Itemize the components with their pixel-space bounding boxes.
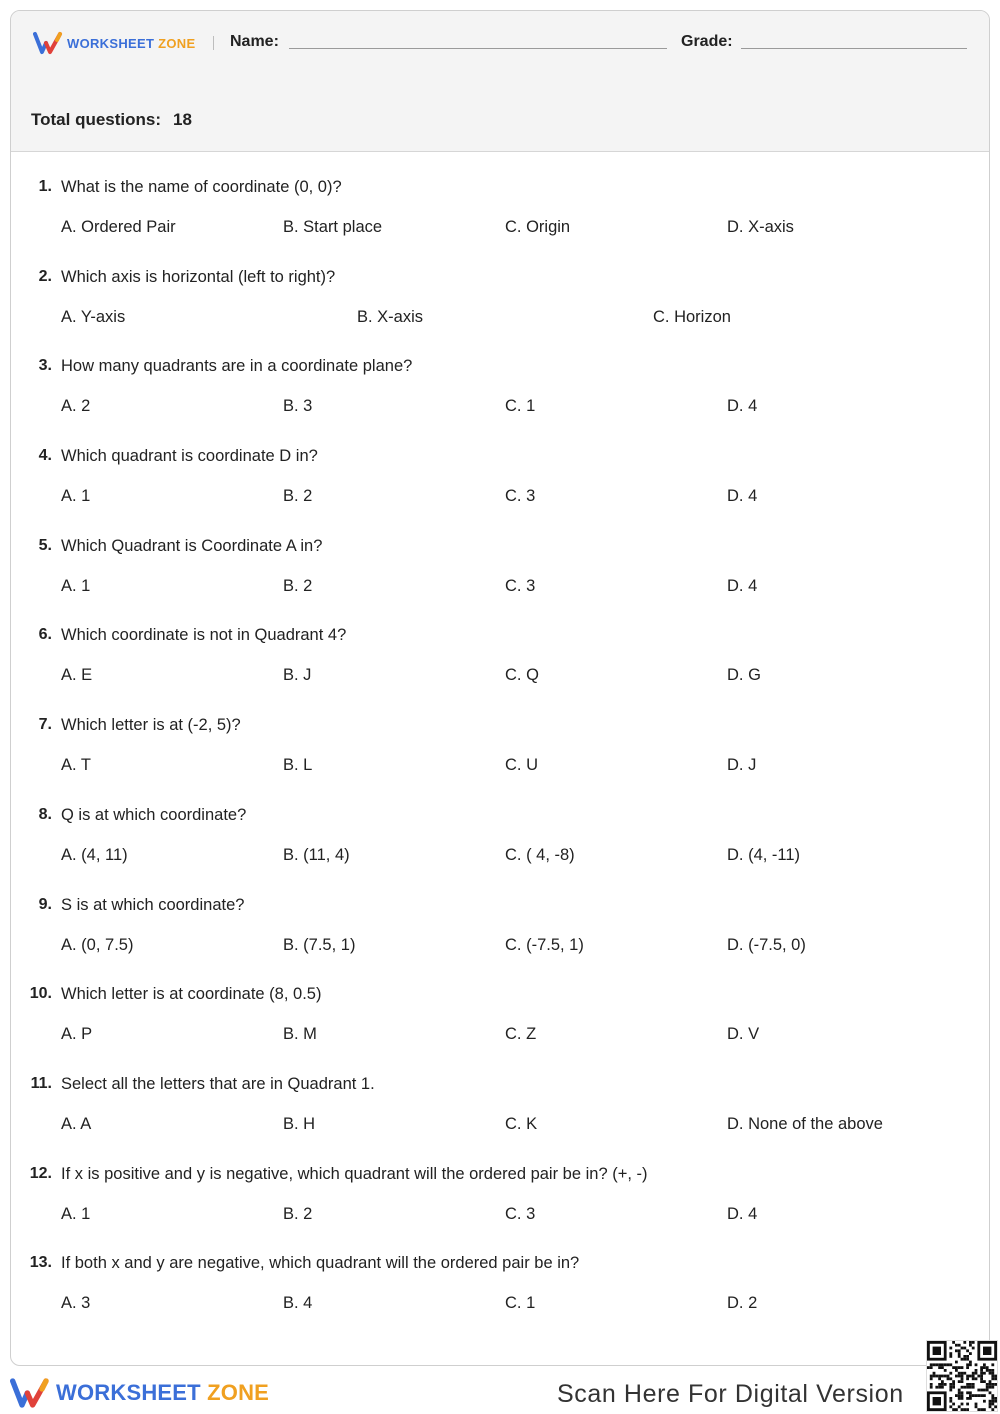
answer-options (61, 1294, 961, 1316)
answer-option[interactable]: D. X-axis (727, 218, 794, 236)
question-item (11, 894, 989, 984)
answer-option[interactable]: B. 3 (283, 397, 313, 416)
brand-name: WORKSHEET ZONE (67, 35, 196, 51)
question-text: Which letter is at coordinate (8, 0.5) (61, 985, 322, 1004)
question-item (11, 1163, 989, 1253)
question-text: Which coordinate is not in Quadrant 4? (61, 626, 347, 645)
question-number: 9. (38, 895, 52, 913)
answer-option[interactable]: A. Y-axis (61, 307, 126, 326)
question-text: Which axis is horizontal (left to right)? (61, 267, 336, 286)
question-text: If both x and y are negative, which quadrant will the ordered pair be in? (61, 1254, 580, 1273)
question-item (11, 1073, 989, 1163)
answer-option[interactable]: A. (4, 11) (61, 845, 128, 864)
answer-option[interactable]: B. 2 (283, 576, 313, 595)
page-footer (0, 1364, 1000, 1414)
answer-option[interactable]: B. M (283, 1025, 317, 1044)
answer-option[interactable]: C. Horizon (653, 307, 731, 326)
worksheet-zone-logo-icon (10, 1376, 50, 1410)
question-item (11, 266, 989, 356)
answer-option[interactable]: A. 1 (61, 487, 91, 506)
footer-brand-name: WORKSHEET ZONE (56, 1380, 270, 1405)
answer-option[interactable]: A. (0, 7.5) (61, 935, 134, 954)
question-number: 3. (38, 357, 52, 375)
answer-option[interactable]: D. G (727, 666, 761, 685)
answer-option[interactable]: D. 4 (727, 1204, 758, 1223)
answer-option[interactable]: C. 3 (505, 1204, 536, 1223)
answer-option[interactable]: B. L (283, 756, 313, 775)
question-list (11, 176, 989, 1342)
name-label: Name: (230, 33, 279, 50)
answer-option[interactable]: D. 4 (727, 487, 758, 506)
answer-option[interactable]: A. 3 (61, 1294, 91, 1313)
answer-options (61, 1025, 961, 1047)
answer-options (61, 577, 961, 599)
answer-option[interactable]: D. 2 (727, 1294, 758, 1313)
answer-option[interactable]: C. Q (505, 666, 539, 685)
answer-option[interactable]: A. E (61, 666, 93, 685)
answer-option[interactable]: A. P (61, 1025, 93, 1044)
question-number: 7. (38, 716, 52, 734)
question-text: Q is at which coordinate? (61, 805, 247, 824)
question-item (11, 355, 989, 445)
answer-option[interactable]: B. 4 (283, 1294, 313, 1313)
worksheet-header (11, 11, 989, 152)
answer-option[interactable]: D. None of the above (727, 1114, 883, 1133)
answer-option[interactable]: B. H (283, 1114, 316, 1133)
answer-options (61, 1115, 961, 1137)
scan-instruction: Scan Here For Digital Version (557, 1380, 904, 1408)
answer-option[interactable]: C. Z (505, 1025, 537, 1044)
answer-options (61, 218, 961, 240)
worksheet-zone-logo-icon (33, 31, 63, 55)
answer-option[interactable]: C. ( 4, -8) (505, 845, 575, 864)
answer-option[interactable]: B. 2 (283, 487, 313, 506)
answer-option[interactable]: C. Origin (505, 218, 571, 236)
question-number: 5. (38, 536, 52, 554)
answer-option[interactable]: B. 2 (283, 1204, 313, 1223)
question-number: 6. (38, 626, 52, 644)
footer-brand-logo (10, 1376, 269, 1410)
question-text: Select all the letters that are in Quadrant 1. (61, 1074, 375, 1093)
question-number: 12. (29, 1164, 52, 1182)
answer-option[interactable]: B. Start place (283, 218, 383, 236)
total-questions-value: 18 (173, 110, 192, 129)
question-text: S is at which coordinate? (61, 895, 245, 914)
answer-options (61, 846, 961, 868)
total-questions (31, 110, 192, 130)
question-text: Which quadrant is coordinate D in? (61, 447, 318, 466)
answer-options (61, 756, 961, 778)
answer-option[interactable]: B. (7.5, 1) (283, 935, 356, 954)
answer-option[interactable]: C. 1 (505, 397, 536, 416)
qr-code-icon[interactable] (926, 1340, 998, 1412)
answer-option[interactable]: A. A (61, 1114, 92, 1133)
question-number: 1. (38, 178, 52, 195)
answer-option[interactable]: A. 2 (61, 397, 91, 416)
question-number: 13. (29, 1254, 52, 1272)
answer-options (61, 397, 961, 419)
question-number: 8. (38, 805, 52, 823)
question-item (11, 624, 989, 714)
answer-option[interactable]: D. 4 (727, 397, 758, 416)
answer-option[interactable]: C. K (505, 1114, 538, 1133)
answer-option[interactable]: C. 1 (505, 1294, 536, 1313)
question-item (11, 535, 989, 625)
answer-option[interactable]: B. J (283, 666, 312, 685)
question-item (11, 1252, 989, 1342)
answer-option[interactable]: D. J (727, 756, 757, 775)
answer-option[interactable]: A. 1 (61, 1204, 91, 1223)
grade-label: Grade: (681, 33, 733, 50)
question-number: 10. (29, 985, 52, 1003)
question-item (11, 804, 989, 894)
question-item (11, 714, 989, 804)
answer-option[interactable]: C. U (505, 756, 538, 775)
total-questions-label: Total questions: (31, 110, 162, 129)
question-text: What is the name of coordinate (0, 0)? (61, 178, 342, 196)
answer-options (61, 487, 961, 509)
question-number: 4. (38, 447, 52, 465)
name-field[interactable] (289, 48, 667, 49)
brand-divider (213, 36, 214, 50)
answer-option[interactable]: A. Ordered Pair (61, 218, 176, 236)
question-text: Which letter is at (-2, 5)? (61, 716, 241, 735)
grade-field[interactable] (741, 48, 967, 49)
brand-logo (33, 31, 195, 55)
answer-option[interactable]: C. 3 (505, 576, 536, 595)
question-item (11, 445, 989, 535)
answer-option[interactable]: A. 1 (61, 576, 91, 595)
question-item (11, 983, 989, 1073)
answer-options (61, 308, 961, 330)
answer-option[interactable]: C. 3 (505, 487, 536, 506)
question-item (11, 176, 989, 266)
answer-option[interactable]: D. (-7.5, 0) (727, 935, 806, 954)
answer-options (61, 936, 961, 958)
answer-option[interactable]: A. T (61, 756, 91, 775)
question-number: 11. (30, 1074, 52, 1092)
answer-option[interactable]: C. (-7.5, 1) (505, 935, 584, 954)
answer-option[interactable]: D. 4 (727, 576, 758, 595)
worksheet-sheet (10, 10, 990, 1366)
answer-option[interactable]: D. (4, -11) (727, 845, 801, 864)
question-text: How many quadrants are in a coordinate plane? (61, 357, 413, 376)
answer-option[interactable]: B. X-axis (357, 307, 424, 326)
question-number: 2. (38, 267, 52, 285)
answer-option[interactable]: B. (11, 4) (283, 845, 350, 864)
answer-options (61, 1205, 961, 1227)
question-text: Which Quadrant is Coordinate A in? (61, 536, 323, 555)
question-text: If x is positive and y is negative, which quadrant will the ordered pair be in? (+, -) (61, 1164, 648, 1183)
answer-option[interactable]: D. V (727, 1025, 760, 1044)
answer-options (61, 666, 961, 688)
